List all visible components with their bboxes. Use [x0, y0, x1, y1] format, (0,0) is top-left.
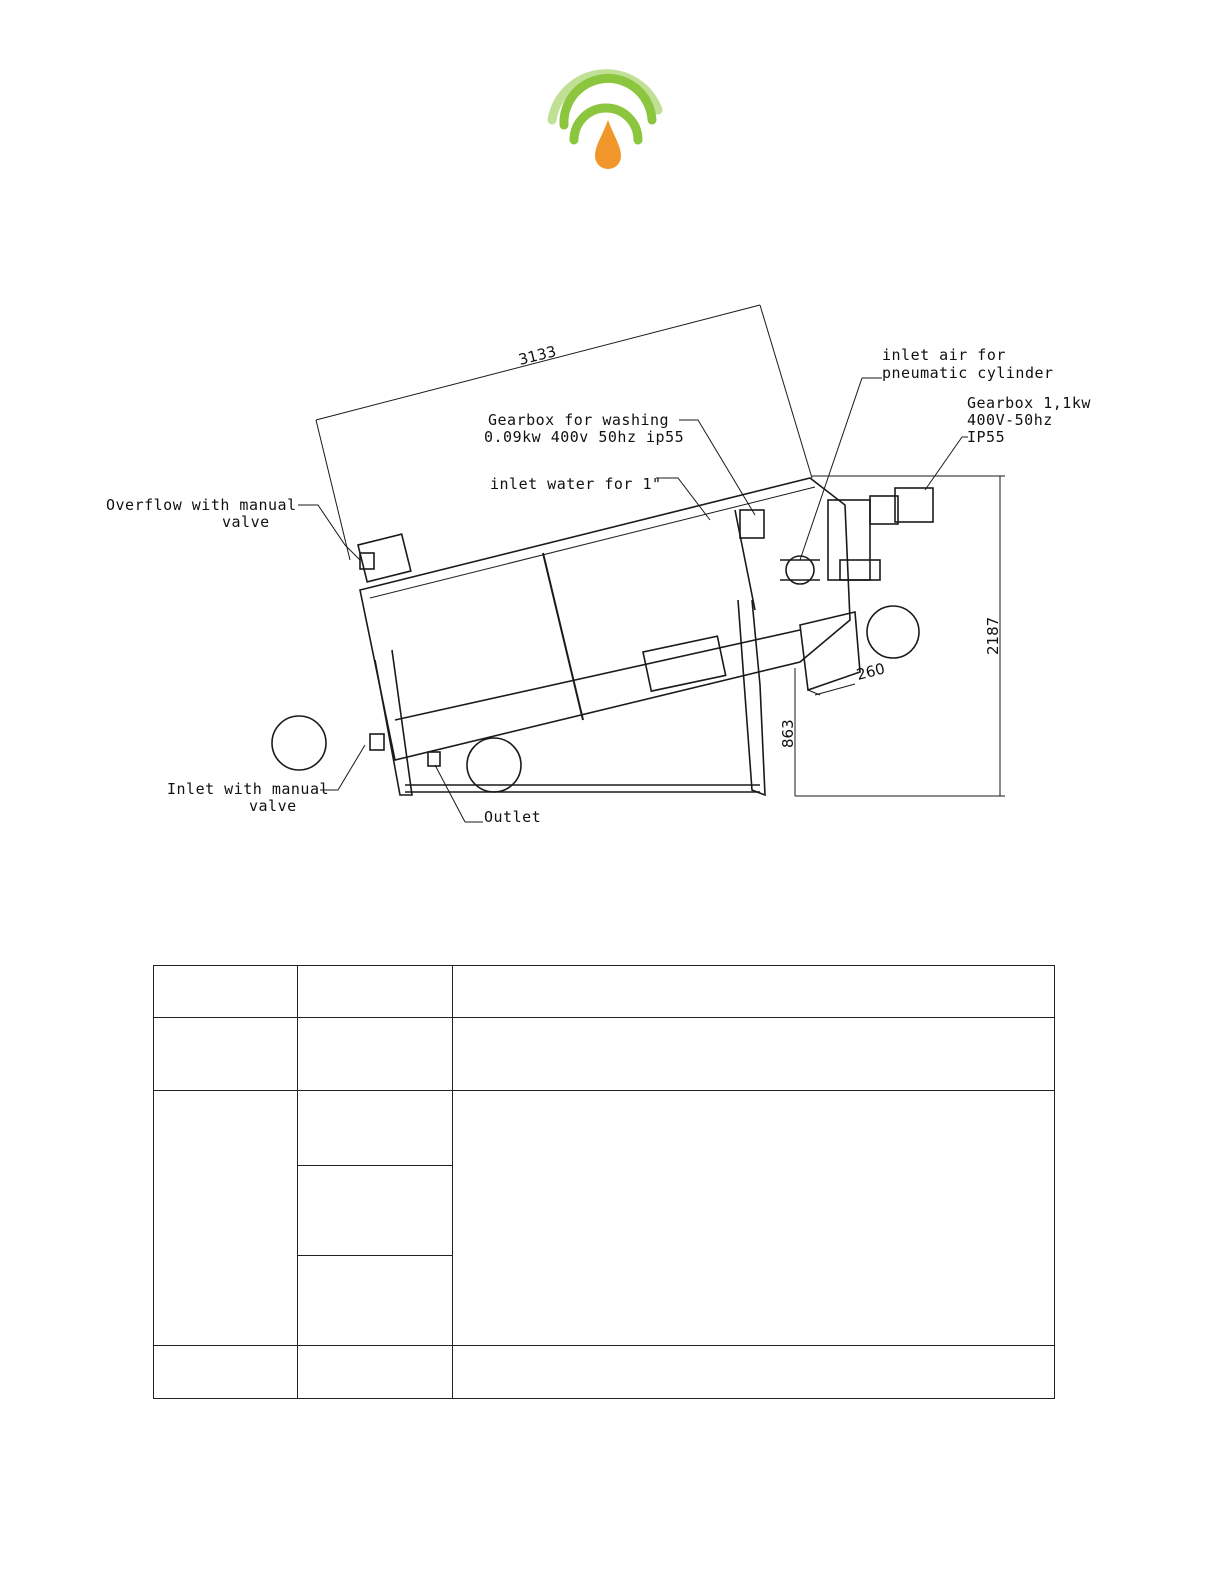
label-inlet-line2: valve: [249, 797, 297, 815]
label-gearbox-main-line2: 400V-50hz: [967, 411, 1053, 429]
dimension-length: 3133: [516, 342, 559, 369]
table-row: [154, 966, 1055, 1018]
inlet-valve: [370, 734, 384, 750]
label-gearbox-washing-line2: 0.09kw 400v 50hz ip55: [484, 428, 685, 446]
label-gearbox-main-line1: Gearbox 1,1kw: [967, 394, 1091, 412]
main-motor: [895, 488, 933, 522]
right-leg: [738, 600, 765, 795]
specification-table: [153, 965, 1055, 1399]
label-inlet-line1: Inlet with manual: [167, 780, 330, 798]
table-cell: [154, 1346, 298, 1399]
outlet-box: [800, 612, 860, 690]
table-cell: [298, 1091, 453, 1166]
table-cell: [154, 1091, 298, 1346]
label-inlet-air-line1: inlet air for: [882, 346, 1006, 364]
table-cell: [298, 1018, 453, 1091]
label-inlet-water: inlet water for 1": [490, 475, 662, 493]
label-gearbox-washing-line1: Gearbox for washing: [488, 411, 670, 429]
table-cell: [453, 1018, 1055, 1091]
table-cell: [298, 966, 453, 1018]
left-leg: [375, 650, 412, 795]
dimension-inlet-height: 863: [779, 719, 797, 748]
dimension-height: 2187: [984, 616, 1002, 655]
washing-gearbox: [740, 510, 764, 538]
table-cell: [298, 1166, 453, 1256]
table-row: [154, 1018, 1055, 1091]
label-gearbox-main-line3: IP55: [967, 428, 1006, 446]
machine-body: [360, 478, 850, 760]
label-overflow-line2: valve: [222, 513, 270, 531]
table-cell: [453, 966, 1055, 1018]
table-cell: [154, 1018, 298, 1091]
table-cell: [298, 1346, 453, 1399]
dimension-outlet-width: 260: [854, 659, 887, 684]
table-cell: [298, 1256, 453, 1346]
table-cell: [453, 1091, 1055, 1346]
table-cell: [154, 966, 298, 1018]
callout-labels: [106, 346, 1091, 826]
table-row: [154, 1346, 1055, 1399]
table-row: [154, 1091, 1055, 1166]
label-inlet-air-line2: pneumatic cylinder: [882, 364, 1054, 382]
table-cell: [453, 1346, 1055, 1399]
label-overflow-line1: Overflow with manual: [106, 496, 297, 514]
label-outlet: Outlet: [484, 808, 542, 826]
